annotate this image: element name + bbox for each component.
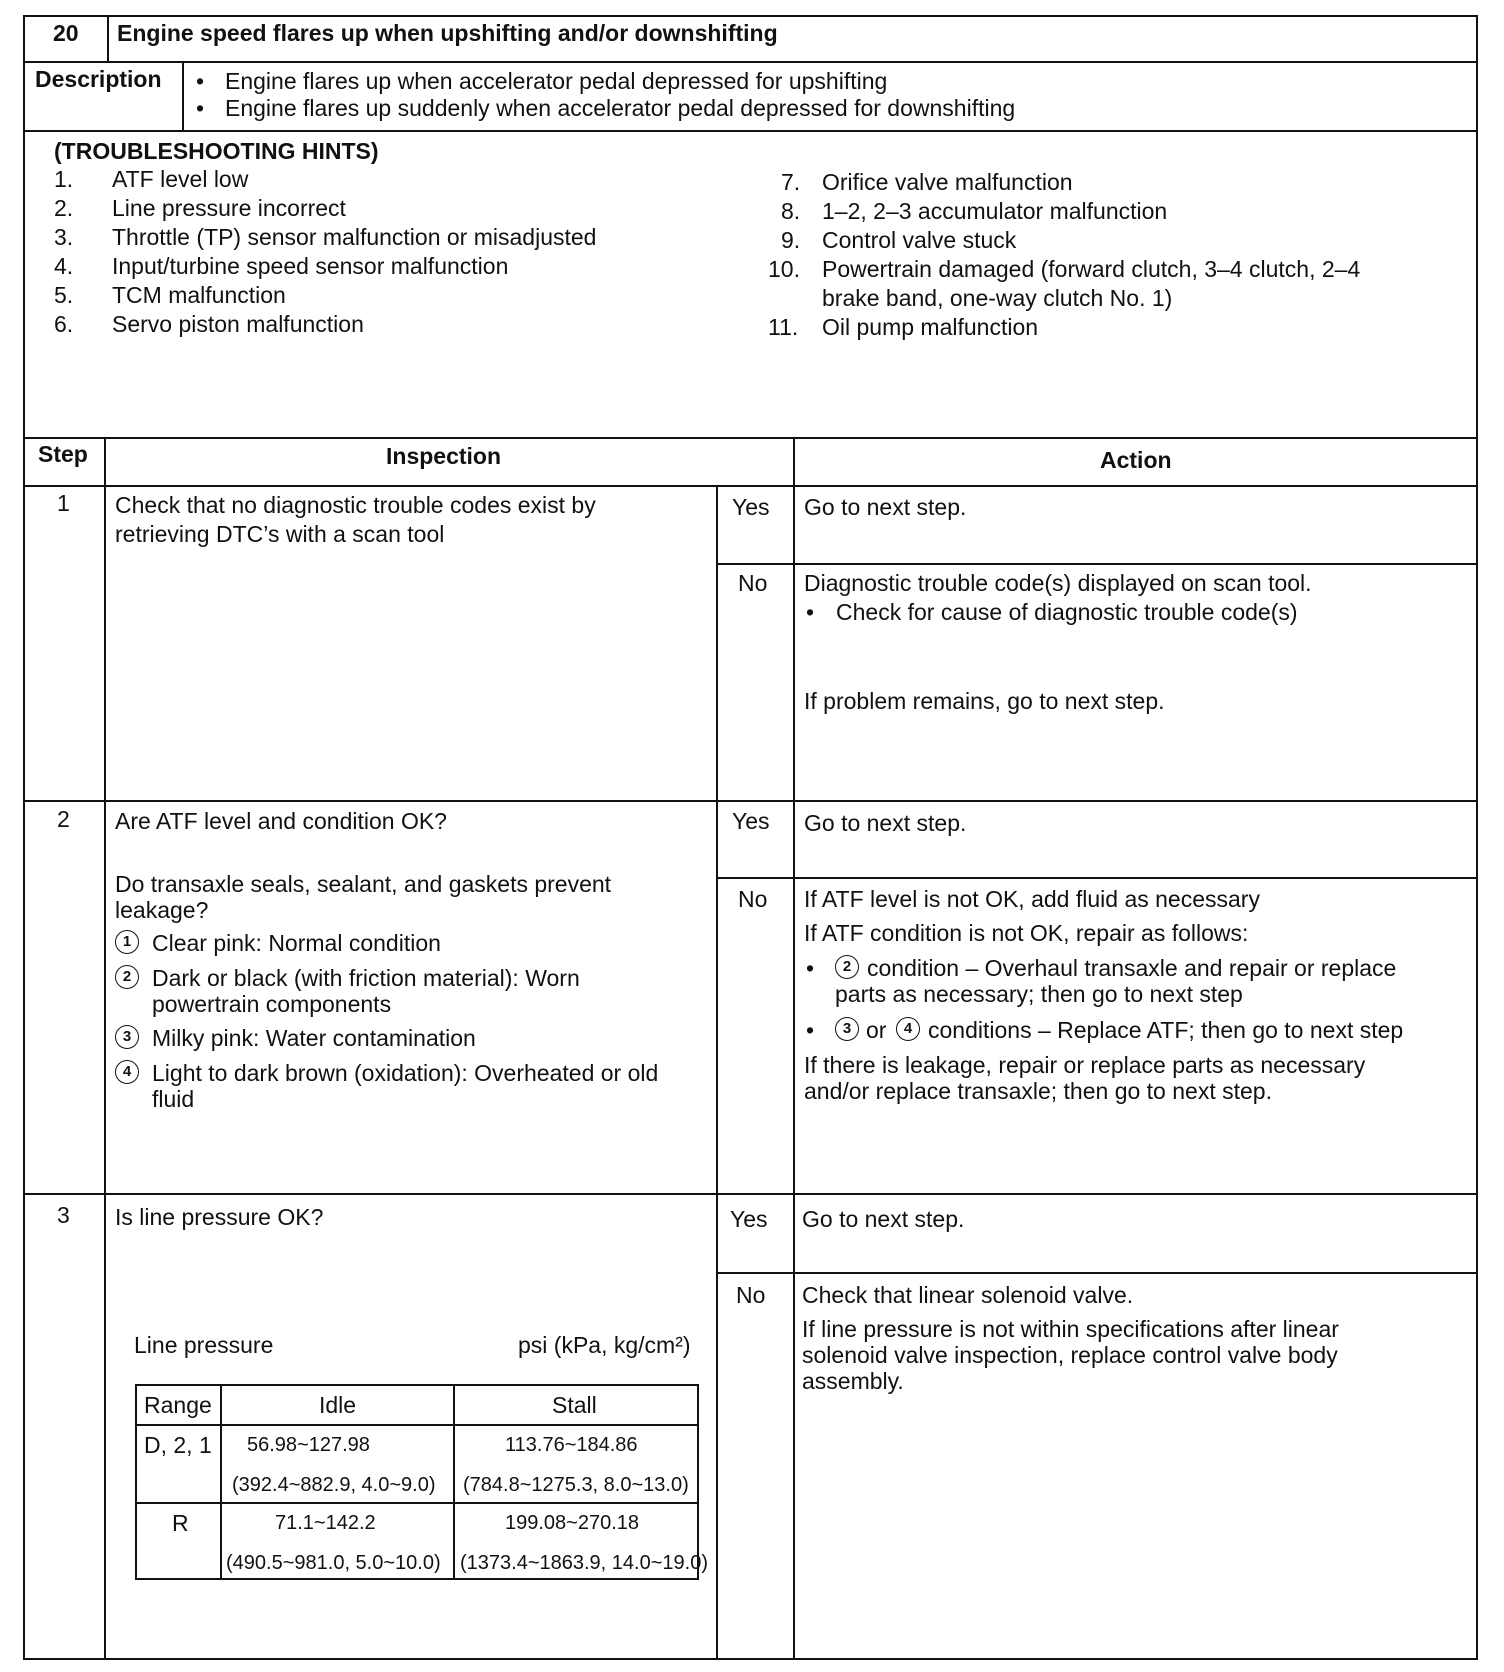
no-action: Check for cause of diagnostic trouble code(s) [836,599,1298,625]
idle-value-sub: (392.4~882.9, 4.0~9.0) [232,1474,436,1496]
circle-2-icon: 2 [835,955,859,979]
column-header: Range [144,1392,212,1418]
circle-2-icon: 2 [115,965,139,989]
yes-action: Go to next step. [802,1206,965,1232]
circle-4-icon: 4 [115,1060,139,1084]
range-cell: R [172,1510,189,1536]
no-action: assembly. [802,1368,904,1394]
inspection-text: Do transaxle seals, sealant, and gaskets prevent [115,871,612,897]
no-action: condition – Overhaul transaxle and repair or replace [867,955,1397,981]
no-action: Check that linear solenoid valve. [802,1282,1134,1308]
stall-value-sub: (784.8~1275.3, 8.0~13.0) [463,1474,689,1496]
bullet-icon: • [196,68,205,94]
hint-number: 7. [781,169,801,195]
no-action: solenoid valve inspection, replace control valve body [802,1342,1338,1368]
yes-action: Go to next step. [804,810,967,836]
yes-label: Yes [732,494,770,520]
no-action: If line pressure is not within specifications after linear [802,1316,1339,1342]
yes-action: Go to next step. [804,494,967,520]
problem-number: 20 [53,20,79,46]
stall-value: 113.76~184.86 [505,1434,638,1456]
column-header: Stall [552,1392,597,1418]
idle-value: 56.98~127.98 [247,1434,370,1456]
action-header: Action [1100,447,1172,473]
no-action: Diagnostic trouble code(s) displayed on scan tool. [804,570,1312,596]
circle-4-icon: 4 [896,1017,920,1041]
inspection-text: Are ATF level and condition OK? [115,808,447,834]
hint-text: Throttle (TP) sensor malfunction or misadjusted [112,224,597,250]
bullet-icon: • [806,599,815,625]
hint-text: Servo piston malfunction [112,311,364,337]
stall-value-sub: (1373.4~1863.9, 14.0~19.0) [460,1552,708,1574]
bullet-icon: • [806,1017,815,1043]
hint-number: 1. [54,166,74,192]
condition-text: Milky pink: Water contamination [152,1025,476,1051]
hint-text: 1–2, 2–3 accumulator malfunction [822,198,1168,224]
no-action: or [866,1017,887,1043]
yes-label: Yes [730,1206,768,1232]
no-action: and/or replace transaxle; then go to next step. [804,1078,1272,1104]
description-item: Engine flares up when accelerator pedal depressed for upshifting [225,68,888,94]
hint-text: Oil pump malfunction [822,314,1039,340]
condition-text: Light to dark brown (oxidation): Overheated or old [152,1060,659,1086]
inspection-text: Check that no diagnostic trouble codes exist by [115,492,596,518]
hint-number: 4. [54,253,74,279]
range-cell: D, 2, 1 [144,1432,212,1458]
hints-title: (TROUBLESHOOTING HINTS) [54,138,379,164]
hint-number: 9. [781,227,801,253]
pressure-title: Line pressure [134,1332,274,1358]
circle-3-icon: 3 [115,1025,139,1049]
no-action: If ATF level is not OK, add fluid as necessary [804,886,1260,912]
step-number: 3 [57,1202,70,1228]
step-number: 1 [57,490,70,516]
bullet-icon: • [806,955,815,981]
description-label: Description [35,66,162,92]
hint-text: Orifice valve malfunction [822,169,1073,195]
no-action: If problem remains, go to next step. [804,688,1165,714]
no-label: No [738,886,768,912]
hint-text: Input/turbine speed sensor malfunction [112,253,509,279]
description-item: Engine flares up suddenly when accelerator pedal depressed for downshifting [225,95,1016,121]
bullet-icon: • [196,95,205,121]
line-pressure-table [135,1384,708,1580]
hint-number: 3. [54,224,74,250]
hint-number: 6. [54,311,74,337]
yes-label: Yes [732,808,770,834]
idle-value: 71.1~142.2 [275,1512,376,1534]
column-header: Idle [319,1392,357,1418]
circle-1-icon: 1 [115,930,139,954]
hint-text: ATF level low [112,166,249,192]
no-action: parts as necessary; then go to next step [835,981,1243,1007]
stall-value: 199.08~270.18 [505,1512,640,1534]
no-label: No [736,1282,766,1308]
hint-text: Powertrain damaged (forward clutch, 3–4 clutch, 2–4 [822,256,1361,282]
hint-number: 8. [781,198,801,224]
circle-3-icon: 3 [835,1017,859,1041]
no-action: If ATF condition is not OK, repair as follows: [804,920,1249,946]
hint-text: TCM malfunction [112,282,286,308]
condition-text: powertrain components [152,991,392,1017]
no-action: If there is leakage, repair or replace parts as necessary [804,1052,1366,1078]
inspection-text: retrieving DTC’s with a scan tool [115,521,445,547]
problem-title: Engine speed flares up when upshifting and/or downshifting [117,20,778,46]
step-header: Step [38,441,88,467]
inspection-text: leakage? [115,897,209,923]
pressure-units: psi (kPa, kg/cm²) [518,1332,691,1358]
hint-text: Control valve stuck [822,227,1017,253]
condition-text: fluid [152,1086,195,1112]
hint-text: brake band, one-way clutch No. 1) [822,285,1173,311]
no-label: No [738,570,768,596]
hint-number: 10. [768,256,800,282]
hint-number: 5. [54,282,74,308]
idle-value-sub: (490.5~981.0, 5.0~10.0) [226,1552,441,1574]
no-action: conditions – Replace ATF; then go to next step [928,1017,1404,1043]
step-number: 2 [57,806,70,832]
hint-number: 2. [54,195,74,221]
inspection-header: Inspection [386,443,502,469]
hint-text: Line pressure incorrect [112,195,346,221]
inspection-text: Is line pressure OK? [115,1204,324,1230]
condition-text: Clear pink: Normal condition [152,930,441,956]
condition-text: Dark or black (with friction material): Worn [152,965,580,991]
hint-number: 11. [768,314,799,340]
